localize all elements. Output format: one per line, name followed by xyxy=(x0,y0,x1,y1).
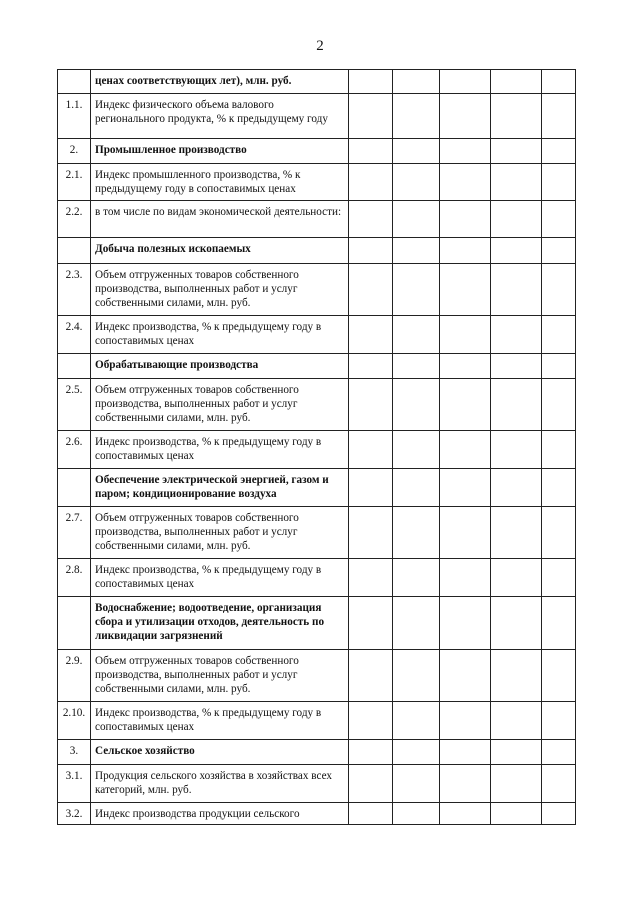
row-number: 2.7. xyxy=(58,507,91,559)
table-row xyxy=(58,379,576,431)
value-cell xyxy=(349,740,393,765)
section-heading: Обеспечение электрической энергией, газом и паром; кондиционирование воздуха xyxy=(91,469,349,507)
value-cell xyxy=(542,507,576,559)
value-cell xyxy=(491,431,542,469)
table-row xyxy=(58,740,576,765)
value-cell xyxy=(440,379,491,431)
value-cell xyxy=(349,650,393,702)
value-cell xyxy=(491,507,542,559)
section-heading: Обрабатывающие производства xyxy=(91,354,349,379)
value-cell xyxy=(349,803,393,825)
indicator-name: в том числе по видам экономической деятельности: xyxy=(91,201,349,238)
indicators-table xyxy=(57,69,576,825)
indicator-name: Объем отгруженных товаров собственного производства, выполненных работ и услуг собственными силами, млн. руб. xyxy=(91,507,349,559)
table-row xyxy=(58,238,576,264)
value-cell xyxy=(349,139,393,164)
value-cell xyxy=(393,201,440,238)
row-number: 1.1. xyxy=(58,94,91,139)
table-row xyxy=(58,650,576,702)
page-number: 2 xyxy=(316,38,324,54)
value-cell xyxy=(542,559,576,597)
indicator-name: Объем отгруженных товаров собственного производства, выполненных работ и услуг собственными силами, млн. руб. xyxy=(91,650,349,702)
value-cell xyxy=(440,431,491,469)
value-cell xyxy=(393,559,440,597)
indicator-name: Индекс производства, % к предыдущему году в сопоставимых ценах xyxy=(91,316,349,354)
value-cell xyxy=(393,70,440,94)
value-cell xyxy=(349,354,393,379)
table-row xyxy=(58,201,576,238)
value-cell xyxy=(542,316,576,354)
value-cell xyxy=(542,740,576,765)
value-cell xyxy=(349,94,393,139)
row-number: 2.3. xyxy=(58,264,91,316)
table-row xyxy=(58,354,576,379)
value-cell xyxy=(440,650,491,702)
section-heading: Добыча полезных ископаемых xyxy=(91,238,349,264)
value-cell xyxy=(440,765,491,803)
value-cell xyxy=(491,264,542,316)
value-cell xyxy=(542,94,576,139)
row-number: 3.1. xyxy=(58,765,91,803)
value-cell xyxy=(491,650,542,702)
table-row xyxy=(58,94,576,139)
indicator-name: Продукция сельского хозяйства в хозяйствах всех категорий, млн. руб. xyxy=(91,765,349,803)
value-cell xyxy=(393,238,440,264)
value-cell xyxy=(349,597,393,650)
row-number: 2.2. xyxy=(58,201,91,238)
value-cell xyxy=(349,164,393,201)
value-cell xyxy=(349,316,393,354)
value-cell xyxy=(491,803,542,825)
value-cell xyxy=(393,164,440,201)
value-cell xyxy=(393,469,440,507)
value-cell xyxy=(349,431,393,469)
value-cell xyxy=(349,70,393,94)
value-cell xyxy=(542,164,576,201)
value-cell xyxy=(393,94,440,139)
indicator-name: Индекс производства, % к предыдущему году в сопоставимых ценах xyxy=(91,702,349,740)
value-cell xyxy=(440,740,491,765)
row-number: 2.9. xyxy=(58,650,91,702)
row-number: 2. xyxy=(58,139,91,164)
table-row xyxy=(58,765,576,803)
value-cell xyxy=(491,379,542,431)
value-cell xyxy=(393,597,440,650)
value-cell xyxy=(393,379,440,431)
value-cell xyxy=(393,431,440,469)
value-cell xyxy=(542,264,576,316)
value-cell xyxy=(349,264,393,316)
value-cell xyxy=(349,507,393,559)
table-row xyxy=(58,803,576,825)
row-number xyxy=(58,597,91,650)
value-cell xyxy=(542,597,576,650)
value-cell xyxy=(393,139,440,164)
value-cell xyxy=(440,70,491,94)
value-cell xyxy=(393,702,440,740)
value-cell xyxy=(491,765,542,803)
value-cell xyxy=(440,164,491,201)
section-heading: Сельское хозяйство xyxy=(91,740,349,765)
value-cell xyxy=(491,740,542,765)
indicator-name: Индекс производства, % к предыдущему году в сопоставимых ценах xyxy=(91,431,349,469)
table-row xyxy=(58,264,576,316)
row-number: 2.5. xyxy=(58,379,91,431)
value-cell xyxy=(393,765,440,803)
value-cell xyxy=(393,316,440,354)
value-cell xyxy=(440,316,491,354)
value-cell xyxy=(491,238,542,264)
value-cell xyxy=(491,70,542,94)
value-cell xyxy=(542,238,576,264)
row-number: 2.4. xyxy=(58,316,91,354)
value-cell xyxy=(393,803,440,825)
row-number xyxy=(58,70,91,94)
value-cell xyxy=(349,469,393,507)
value-cell xyxy=(542,650,576,702)
value-cell xyxy=(393,354,440,379)
value-cell xyxy=(542,379,576,431)
value-cell xyxy=(393,650,440,702)
value-cell xyxy=(491,94,542,139)
indicator-name: Объем отгруженных товаров собственного производства, выполненных работ и услуг собственными силами, млн. руб. xyxy=(91,379,349,431)
table-row xyxy=(58,702,576,740)
value-cell xyxy=(393,264,440,316)
value-cell xyxy=(491,201,542,238)
table-row xyxy=(58,431,576,469)
table-row xyxy=(58,316,576,354)
row-number: 2.6. xyxy=(58,431,91,469)
row-number: 2.1. xyxy=(58,164,91,201)
value-cell xyxy=(440,507,491,559)
section-heading: Водоснабжение; водоотведение, организация сбора и утилизации отходов, деятельность по ликвидации загрязнений xyxy=(91,597,349,650)
value-cell xyxy=(440,702,491,740)
table-row xyxy=(58,597,576,650)
table-row xyxy=(58,70,576,94)
value-cell xyxy=(440,597,491,650)
row-number: 2.10. xyxy=(58,702,91,740)
value-cell xyxy=(491,469,542,507)
value-cell xyxy=(349,238,393,264)
indicator-name: Индекс производства продукции сельского xyxy=(91,803,349,825)
value-cell xyxy=(440,559,491,597)
value-cell xyxy=(393,507,440,559)
value-cell xyxy=(491,316,542,354)
value-cell xyxy=(542,765,576,803)
row-number: 3. xyxy=(58,740,91,765)
value-cell xyxy=(542,469,576,507)
row-number: 2.8. xyxy=(58,559,91,597)
value-cell xyxy=(440,469,491,507)
table-row xyxy=(58,139,576,164)
value-cell xyxy=(440,139,491,164)
value-cell xyxy=(491,354,542,379)
value-cell xyxy=(542,70,576,94)
indicator-name: Индекс промышленного производства, % к предыдущему году в сопоставимых ценах xyxy=(91,164,349,201)
value-cell xyxy=(542,431,576,469)
value-cell xyxy=(440,354,491,379)
indicator-name: Объем отгруженных товаров собственного производства, выполненных работ и услуг собственными силами, млн. руб. xyxy=(91,264,349,316)
section-heading: Промышленное производство xyxy=(91,139,349,164)
value-cell xyxy=(440,803,491,825)
row-number xyxy=(58,354,91,379)
row-number xyxy=(58,469,91,507)
value-cell xyxy=(542,354,576,379)
table-row xyxy=(58,507,576,559)
value-cell xyxy=(491,139,542,164)
value-cell xyxy=(440,201,491,238)
table-row xyxy=(58,559,576,597)
value-cell xyxy=(393,740,440,765)
value-cell xyxy=(491,702,542,740)
value-cell xyxy=(349,559,393,597)
row-number: 3.2. xyxy=(58,803,91,825)
value-cell xyxy=(440,94,491,139)
value-cell xyxy=(349,702,393,740)
value-cell xyxy=(440,264,491,316)
value-cell xyxy=(349,201,393,238)
table-row xyxy=(58,164,576,201)
row-number xyxy=(58,238,91,264)
indicator-name: Индекс физического объема валового регионального продукта, % к предыдущему году xyxy=(91,94,349,139)
section-heading: ценах соответствующих лет), млн. руб. xyxy=(91,70,349,94)
value-cell xyxy=(440,238,491,264)
value-cell xyxy=(542,702,576,740)
value-cell xyxy=(491,597,542,650)
indicator-name: Индекс производства, % к предыдущему году в сопоставимых ценах xyxy=(91,559,349,597)
table-row xyxy=(58,469,576,507)
value-cell xyxy=(542,201,576,238)
value-cell xyxy=(491,164,542,201)
value-cell xyxy=(491,559,542,597)
value-cell xyxy=(349,379,393,431)
value-cell xyxy=(542,139,576,164)
value-cell xyxy=(542,803,576,825)
value-cell xyxy=(349,765,393,803)
